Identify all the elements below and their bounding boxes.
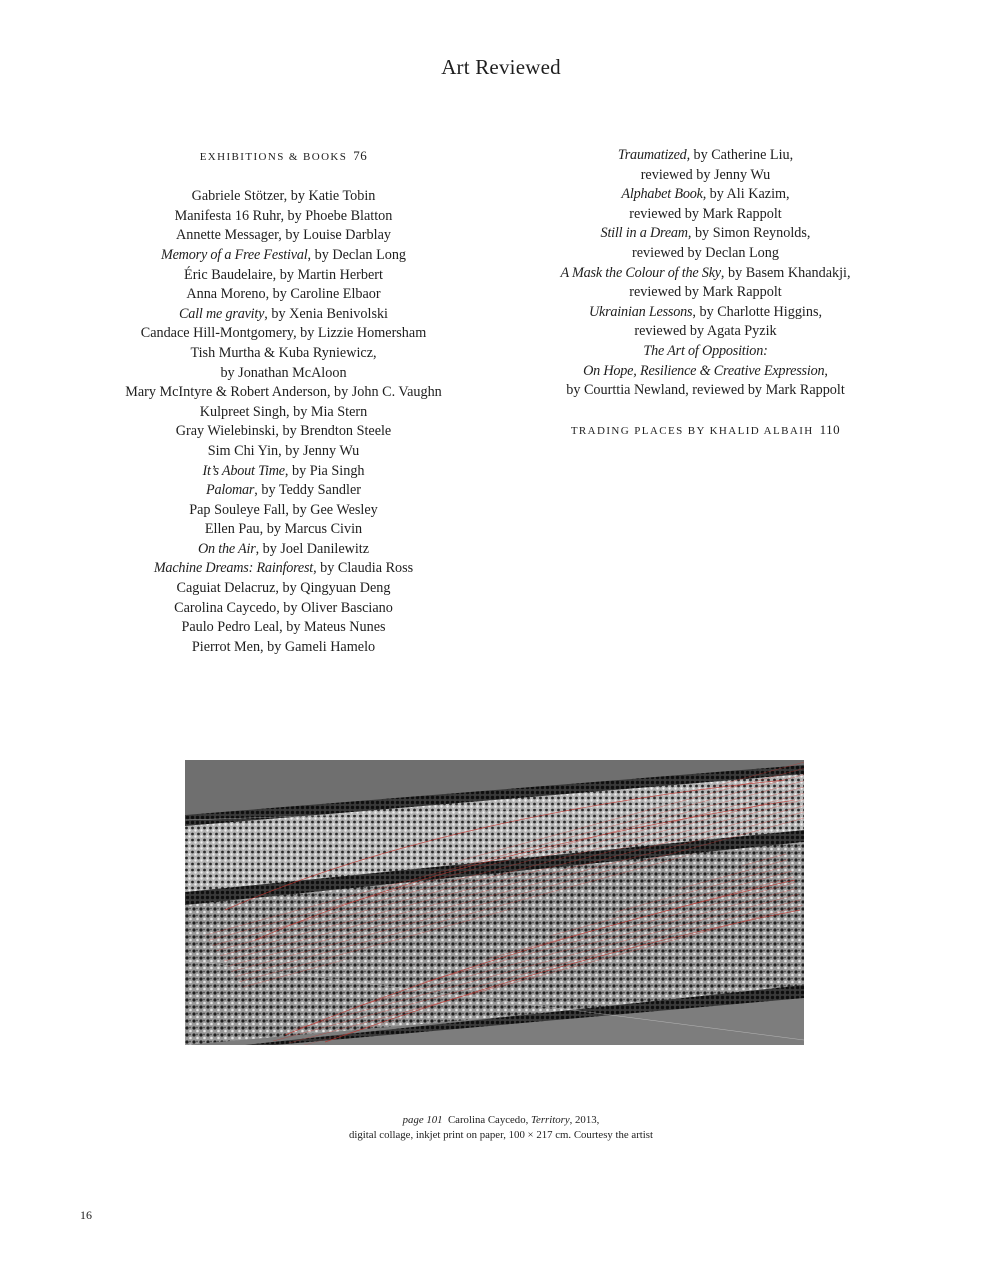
page-title: Art Reviewed [441,55,561,79]
entry-text: Kulpreet Singh, by Mia Stern [199,403,368,420]
contents-entry [518,205,893,225]
caption-artist: Carolina Caycedo, [447,1114,529,1126]
section-heading-label: TRADING PLACES BY KHALID ALBAIH [570,425,814,438]
figure-caption [0,1113,1002,1143]
contents-entry [518,244,893,264]
contents-entry [518,342,893,362]
entry-title: On the Air [197,540,256,557]
contents-entry [518,283,893,303]
contents-entry [518,224,893,244]
entry-text: Ellen Pau, by Marcus Civin [204,521,363,538]
entry-text: Paulo Pedro Leal, by Mateus Nunes [181,619,386,636]
contents-entry [518,362,893,382]
entry-text: by Catherine Liu, [689,147,794,163]
contents-entry [96,207,471,227]
contents-entry [96,520,471,540]
entry-text: Éric Baudelaire, by Martin Herbert [184,266,383,283]
caption-line-2: digital collage, inkjet print on paper, 100 × 217 cm. Courtesy the artist [348,1129,653,1141]
entry-text: by Jonathan McAloon [220,364,347,381]
entry-text: by Ali Kazim, [706,186,790,203]
entry-text: Candace Hill-Montgomery, by Lizzie Homersham [140,325,427,342]
caption-line-1 [0,1113,1002,1128]
contents-entry [96,383,471,403]
entry-text: Sim Chi Yin, by Jenny Wu [207,442,360,459]
contents-entry [518,322,893,342]
entry-title: Still in a Dream [600,225,688,242]
entry-text: , by Declan Long [307,246,407,263]
entry-title: Alphabet Book, [621,186,707,203]
contents-entry [96,403,471,423]
entry-text: Caguiat Delacruz, by Qingyuan Deng [176,580,391,597]
artwork-photo [185,760,804,1045]
contents-entry [96,579,471,599]
contents-column-left [96,146,471,657]
entry-text: , by Simon Reynolds, [687,225,811,242]
entry-text: , [824,362,828,379]
entry-text: , by Pia Singh [284,462,365,479]
contents-entry [96,462,471,482]
entry-title: Ukrainian Lessons [588,303,693,320]
contents-entry [96,559,471,579]
caption-page-ref: page 101 [402,1114,443,1126]
contents-entry [96,266,471,286]
entry-text: Manifesta 16 Ruhr, by Phoebe Blatton [174,207,393,224]
entry-text: , by Claudia Ross [313,560,414,577]
contents-entry [96,187,471,207]
contents-entry [96,501,471,521]
contents-entry [518,264,893,284]
contents-column-right [518,146,893,442]
spacer [96,168,471,188]
entry-title: Call me gravity [179,305,265,322]
contents-entry [96,344,471,364]
entry-text: , by Teddy Sandler [254,482,361,499]
contents-entry [96,442,471,462]
contents-entry [96,638,471,658]
entry-title: It’s About Time [202,462,285,479]
contents-entry [96,285,471,305]
section-heading-trading-places [518,420,893,442]
entry-text: , by Basem Khandakji, [720,264,851,281]
contents-entry [96,599,471,619]
contents-entry [96,618,471,638]
caption-year: , 2013, [569,1114,600,1126]
page-number: 16 [80,1208,92,1222]
entry-text: reviewed by Agata Pyzik [634,323,777,340]
contents-entry [518,166,893,186]
entry-title: A Mask the Colour of the Sky [560,264,721,281]
entry-text: , by Charlotte Higgins, [692,303,823,320]
entry-title: On Hope, Resilience & Creative Expression [583,362,825,379]
entry-text: reviewed by Mark Rappolt [629,205,782,222]
entry-text: Gray Wielebinski, by Brendton Steele [175,423,392,440]
entry-text: reviewed by Declan Long [632,244,779,261]
entry-text: Anna Moreno, by Caroline Elbaor [186,286,381,303]
entry-text: , by Joel Danilewitz [255,540,370,557]
entry-title: Traumatized, [617,147,690,163]
entry-text: Tish Murtha & Kuba Ryniewicz, [190,344,377,361]
entry-text: Pap Souleye Fall, by Gee Wesley [189,501,378,518]
entry-title: The Art of Opposition: [643,342,768,359]
entry-text: reviewed by Jenny Wu [640,166,771,183]
entry-text: Carolina Caycedo, by Oliver Basciano [174,599,393,616]
contents-entry [518,381,893,401]
contents-entry [96,324,471,344]
entry-text: by Courttia Newland, reviewed by Mark Rappolt [566,382,845,399]
contents-entry [518,185,893,205]
entry-text: Gabriele Stötzer, by Katie Tobin [191,188,376,205]
entry-text: , by Xenia Benivolski [264,305,388,322]
entry-title: Machine Dreams: Rainforest [153,560,314,577]
contents-entry [96,226,471,246]
contents-entry [96,481,471,501]
entry-list-right [518,146,893,401]
contents-entry [518,303,893,323]
contents-entry [96,246,471,266]
entry-text: Mary McIntyre & Robert Anderson, by John C. Vaughn [125,384,442,401]
contents-entry [96,364,471,384]
entry-text: reviewed by Mark Rappolt [629,284,782,301]
entry-title: Memory of a Free Festival [160,246,308,263]
contents-entry [518,146,893,166]
caption-work-title: Territory [531,1114,570,1126]
contents-entry [96,422,471,442]
section-heading-label: EXHIBITIONS & BOOKS [199,151,348,163]
section-heading-exhibitions [96,146,471,168]
entry-title: Palomar [206,482,255,499]
entry-text: Annette Messager, by Louise Darblay [176,227,391,244]
section-page-number: 110 [819,422,841,438]
contents-entry [96,540,471,560]
contents-entry [96,305,471,325]
section-page-number: 76 [353,148,368,163]
entry-list-left [96,187,471,657]
entry-text: Pierrot Men, by Gameli Hamelo [191,638,376,655]
